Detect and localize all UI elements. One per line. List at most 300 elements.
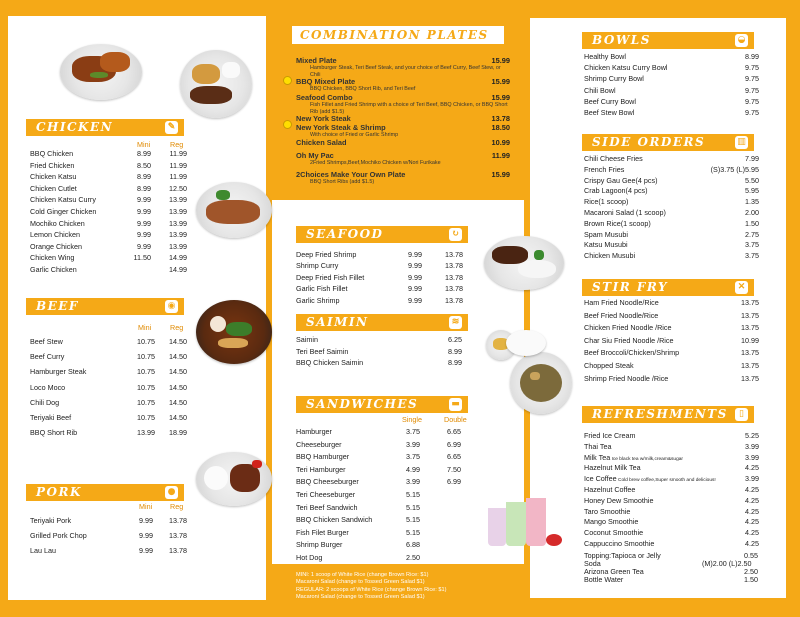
combo-price: 15.99 [491,170,510,179]
pork-row [30,516,190,525]
item-price: 9.99 [139,516,153,525]
chicken-plate-photo [60,44,142,100]
item-price: 7.50 [447,464,461,474]
item-name: Crispy Gau Gee(4 pcs) [584,175,658,185]
item-price: 3.75 [745,240,759,250]
item-price: 13.78 [169,546,187,555]
item-price: 5.15 [406,515,420,525]
item-name: Teriyaki Beef [30,413,72,422]
saimin-bowl-photo [196,300,272,364]
item-price: 13.78 [445,261,463,271]
item-price: 2.00 [745,208,759,217]
beef-row [30,367,190,376]
refreshments-title: REFRESHMENTS [592,407,728,421]
item-name: Chicken Fried Noodle /Rice [584,323,672,333]
item-price: 6.25 [448,335,462,344]
sandwich-row [296,465,466,474]
sandwich-row [296,477,466,486]
stir-fry-row [584,361,760,370]
item-price: 4.25 [745,517,759,527]
item-name: Chopped Steak [584,361,634,370]
item-price: 14.99 [169,253,187,263]
combo-desc: BBQ Chicken, BBQ Short Rib, and Teri Beef [310,86,416,92]
item-name: Cold Ginger Chicken [30,207,97,216]
item-name: Crab Lagoon(4 pcs) [584,186,648,196]
item-name: Chicken Katsu Curry Bowl [584,63,668,73]
pork-reg-label: Reg [170,502,184,511]
item-name: Thai Tea [584,441,612,451]
bowl-row [584,63,760,72]
item-price: 12.50 [169,183,187,193]
side-order-row [584,176,760,185]
bowl-row [584,108,760,117]
side-order-row [584,251,760,260]
item-name: Ice Coffee [584,474,617,484]
item-name: BBQ Short Rib [30,428,78,438]
item-name: Beef Stew [30,337,63,346]
drinks-photo [484,480,566,546]
beef-row [30,352,190,361]
beef-mini-label: Mini [138,323,152,332]
item-name: Beef Fried Noodle/Rice [584,310,659,320]
item-name: Hazelnut Milk Tea [584,463,641,473]
combo-price: 10.99 [491,138,510,147]
item-price: 9.99 [137,241,151,251]
refreshment-row [584,463,760,472]
side-order-row [584,154,760,163]
item-price: 13.78 [445,295,463,305]
combo-header: COMBINATION PLATES [292,26,504,44]
soda-label: Soda [584,559,601,568]
combo-price: 15.99 [491,56,510,65]
item-name: Brown Rice(1 scoop) [584,218,651,228]
refreshment-row [584,539,760,548]
pork-plate-photo [196,452,272,506]
refreshment-row [584,496,760,505]
item-price: 6.99 [447,439,461,449]
item-name: Beef Broccoli/Chicken/Shrimp [584,348,680,358]
katsu-plate-photo [180,50,252,118]
item-price: 14.50 [169,413,187,422]
item-name: Cappuccino Smoothie [584,539,655,548]
item-name: Lemon Chicken [30,230,80,240]
item-price: 9.99 [137,207,151,216]
item-price: 13.78 [445,250,463,259]
sandwich-row [296,452,466,461]
item-name: French Fries [584,164,625,174]
pork-mini-label: Mini [139,502,153,511]
item-price: 1.35 [745,197,759,207]
item-name: Saimin [296,335,318,344]
noodle-bowl-icon: ≋ [449,316,462,329]
refreshment-row [584,528,760,537]
item-price: 10.99 [741,335,759,345]
seafood-row [296,284,466,293]
sandwich-row [296,440,466,449]
item-price: 14.50 [169,337,187,346]
item-price: 3.99 [406,477,420,487]
item-price: 13.75 [741,373,759,383]
item-name: Hot Dog [296,553,323,562]
saimin-header [296,314,468,331]
item-name: Loco Moco [30,382,66,392]
saimin-row [296,358,466,367]
combo-price: 13.78 [491,114,510,123]
item-price: 3.99 [745,441,759,451]
combo-item [296,56,510,78]
item-price: 14.50 [169,382,187,392]
item-price: 9.99 [137,230,151,240]
bowls-header [582,32,754,49]
side-order-row [584,165,760,174]
side-orders-title: SIDE ORDERS [592,135,706,149]
item-price: 4.25 [745,463,759,473]
side-order-row [584,230,760,239]
item-price: 9.99 [139,546,153,555]
pork-row [30,546,190,555]
rice-note-line1: MINI: 1 scoop of White Rice (change Brown Rice: $1) [296,572,429,578]
item-price: 3.99 [406,439,420,449]
water-price: 1.50 [744,575,758,584]
item-name: Garlic Fish Fillet [296,284,348,294]
combo-name: New York Steak & Shrimp [296,123,386,132]
item-price: 13.75 [741,323,759,333]
chicken-mini-label: Mini [137,140,151,149]
combo-item [296,170,510,186]
item-name: Grilled Pork Chop [30,531,87,540]
item-price: 3.75 [406,427,420,436]
item-price: 2.75 [745,229,759,239]
chicken-reg-label: Reg [170,140,184,149]
item-price: 13.78 [169,516,187,525]
item-name: Teri Cheeseburger [296,490,356,499]
chicken-row [30,265,190,274]
combo-desc: Hamburger Steak, Teri Beef Steak, and your choice of Beef Curry, Beef Stew, or Chili [310,65,501,78]
saimin-title: SAIMIN [306,315,369,329]
item-name: Deep Fried Fish Fillet [296,272,365,282]
item-price: 11.99 [169,172,187,182]
item-name: BBQ Chicken [30,149,74,158]
item-name: Mango Smoothie [584,517,639,527]
stir-fry-header [582,279,754,296]
chicken-row [30,219,190,228]
item-price: 8.99 [137,172,151,182]
item-name: Char Siu Fried Noodle /Rice [584,335,674,345]
item-price: 13.75 [741,361,759,370]
item-price: 9.75 [745,74,759,84]
item-name: Chili Dog [30,397,60,407]
item-price: 9.75 [745,96,759,106]
rice-note-line2: Macaroni Salad (change to Tossed Green Salad $1) [296,579,425,585]
sandwiches-title: SANDWICHES [306,397,419,411]
side-order-row [584,197,760,206]
item-price: 8.99 [137,183,151,193]
item-name: Shrimp Curry [296,261,339,271]
item-name: Chicken Katsu [30,172,77,182]
item-price: 9.99 [408,295,422,305]
steak-plate-photo [484,236,564,290]
item-price: 4.25 [745,539,759,548]
item-name: Hamburger Steak [30,367,87,377]
item-name: Deep Fried Shrimp [296,250,357,259]
chicken-row [30,172,190,181]
item-price: 5.15 [406,490,420,499]
item-note: Cold brew coffee,Super smooth and delicious! [616,478,716,484]
item-price: 9.99 [139,531,153,540]
beef-row [30,398,190,407]
item-name: Ham Fried Noodle/Rice [584,298,659,307]
bbq-plate-photo [196,182,272,238]
refreshment-row [584,474,760,485]
item-name: Garlic Chicken [30,265,77,274]
item-price: 9.75 [745,85,759,95]
item-name: Lau Lau [30,546,56,555]
item-price: 10.75 [137,382,155,392]
water-label: Bottle Water [584,575,624,584]
item-price: 9.75 [745,63,759,73]
combo-name: BBQ Mixed Plate [296,77,356,86]
combo-name: Mixed Plate [296,56,337,65]
item-name: Chili Bowl [584,85,616,95]
combo-item [296,77,510,93]
beef-row [30,337,190,346]
item-name: BBQ Cheeseburger [296,477,359,487]
pig-icon: ● [165,486,178,499]
item-name: Teri Hamburger [296,464,346,474]
item-price: 8.99 [137,149,151,158]
item-price: 13.99 [169,207,187,216]
bowl-row [584,74,760,83]
item-name: Healthy Bowl [584,52,626,61]
refreshment-row [584,485,760,494]
item-price: 4.99 [406,464,420,474]
combo-name: Chicken Salad [296,138,347,147]
item-price: 8.99 [448,346,462,356]
chicken-row [30,149,190,158]
item-name: Katsu Musubi [584,240,628,250]
item-name: Milk Tea [584,452,611,462]
pork-row [30,531,190,540]
item-price: 9.75 [745,108,759,117]
item-price: 13.75 [741,310,759,320]
refreshment-row [584,431,760,440]
stir-fry-row [584,323,760,332]
chicken-row [30,195,190,204]
item-price: 3.99 [745,474,759,484]
item-price: (S)3.75 (L)5.95 [710,164,759,174]
refreshment-row [584,453,760,464]
sandwich-row [296,515,466,524]
item-price: 10.75 [137,352,155,362]
item-name: Garlic Shrimp [296,295,340,305]
beef-reg-label: Reg [170,323,184,332]
item-name: Teriyaki Pork [30,516,72,525]
sandwich-row [296,503,466,512]
bowl-icon: ◒ [735,34,748,47]
item-price: 6.65 [447,427,461,436]
item-name: Shrimp Burger [296,540,343,550]
item-price: 18.99 [169,428,187,438]
side-order-row [584,186,760,195]
wok-icon: ✕ [735,281,748,294]
item-name: Chicken Wing [30,253,75,263]
chicken-row [30,242,190,251]
item-price: 5.25 [745,431,759,440]
sandwich-row [296,528,466,537]
item-price: 4.25 [745,528,759,538]
item-price: 13.75 [741,298,759,307]
smiley-icon [283,120,292,129]
combo-item [296,114,510,123]
item-name: Cheeseburger [296,439,342,449]
item-price: 10.75 [137,337,155,346]
item-price: 1.50 [745,218,759,228]
item-name: Hazelnut Coffee [584,485,636,494]
item-price: 11.99 [169,160,187,170]
stir-fry-row [584,374,760,383]
curry-bowl-photo [510,352,572,414]
item-price: 10.75 [137,367,155,377]
item-price: 6.99 [447,477,461,487]
item-price: 5.50 [745,175,759,185]
single-label: Single [402,415,422,424]
combo-price: 15.99 [491,77,510,86]
item-price: 14.99 [169,265,187,274]
item-price: 13.99 [169,218,187,228]
refreshment-row [584,507,760,516]
combo-name: New York Steak [296,114,351,123]
drink-cup-icon: ▯ [735,408,748,421]
seafood-title: SEAFOOD [306,227,384,241]
topping-price: 0.55 [744,551,758,560]
item-price: 6.65 [447,452,461,462]
combo-desc: 2Fried Shrimps,Beef,Mochiko Chicken w/Nori Furikake [310,160,441,166]
side-order-row [584,208,760,217]
beef-row [30,413,190,422]
item-price: 13.99 [169,241,187,251]
item-name: Chicken Katsu Curry [30,195,96,205]
refreshment-row [584,517,760,526]
stir-fry-row [584,298,760,307]
drumstick-icon: ✎ [165,121,178,134]
item-name: Coconut Smoothie [584,528,644,538]
combo-price: 11.99 [491,151,510,160]
soda-price: (M)2.00 (L)2.50 [702,559,752,568]
side-order-row [584,240,760,249]
item-price: 13.78 [445,272,463,282]
chicken-row [30,253,190,262]
fries-icon: ▥ [735,136,748,149]
item-name: Mochiko Chicken [30,218,85,228]
item-name: Hamburger [296,427,332,436]
item-name: Teri Beef Saimin [296,346,349,356]
item-name: Fried Chicken [30,160,75,170]
item-price: 9.99 [408,272,422,282]
item-name: Taro Smoothie [584,506,631,516]
item-price: 9.99 [137,195,151,205]
item-name: Fried Ice Cream [584,431,636,440]
item-note: Ice black tea w/milk,cream&sugar [610,456,684,462]
item-price: 14.50 [169,352,187,362]
item-name: Shrimp Curry Bowl [584,74,644,84]
saimin-row [296,347,466,356]
combo-item [296,151,510,167]
item-name: Beef Curry Bowl [584,96,636,106]
sandwich-row [296,490,466,499]
side-order-row [584,219,760,228]
item-price: 4.25 [745,485,759,494]
sandwiches-header [296,396,468,413]
item-price: 14.50 [169,367,187,377]
item-price: 13.99 [169,195,187,205]
stir-fry-row [584,311,760,320]
item-price: 11.99 [169,149,187,158]
green-tea-label: Arizona Green Tea [584,567,644,576]
item-name: Teri Beef Sandwich [296,502,358,512]
combo-desc: With choice of Fried or Garlic Shrimp [310,132,399,138]
double-label: Double [444,415,467,424]
item-price: 13.99 [169,230,187,240]
item-name: Beef Stew Bowl [584,108,635,117]
pork-title: PORK [36,485,82,499]
burger-icon: ▬ [449,398,462,411]
rice-note-line3: REGULAR: 2 scoops of White Rice (change Brown Rice: $1) [296,587,447,593]
combo-item [296,138,510,147]
item-price: 4.25 [745,506,759,516]
stir-fry-row [584,336,760,345]
item-price: 11.50 [133,253,151,263]
bowl-row [584,86,760,95]
item-name: BBQ Chicken Sandwich [296,515,373,525]
chicken-row [30,230,190,239]
combo-name: 2Choices Make Your Own Plate [296,170,406,179]
item-name: Chicken Musubi [584,251,636,261]
topping-label: Topping:Tapioca or Jelly [584,551,661,560]
chicken-row [30,184,190,193]
chicken-header [26,119,184,136]
item-name: Honey Dew Smoothie [584,495,654,505]
item-price: 9.99 [137,218,151,228]
item-price: 9.99 [408,250,422,259]
cow-icon: ◉ [165,300,178,313]
stir-fry-row [584,348,760,357]
combo-name: Oh My Pac [296,151,334,160]
seafood-row [296,250,466,259]
item-name: Orange Chicken [30,241,82,251]
smiley-icon [283,76,292,85]
seafood-row [296,296,466,305]
item-name: Chicken Cutlet [30,183,77,193]
sandwich-row [296,427,466,436]
item-price: 8.50 [137,160,151,170]
item-price: 3.75 [406,452,420,462]
item-price: 13.78 [169,531,187,540]
item-price: 5.95 [745,186,759,196]
beef-row [30,383,190,392]
item-price: 5.15 [406,502,420,512]
combo-desc: BBQ Short Ribs (add $1.5) [310,179,375,185]
item-price: 5.15 [406,527,420,537]
item-name: Shrimp Fried Noodle /Rice [584,373,669,383]
item-price: 10.75 [137,413,155,422]
shrimp-icon: ↻ [449,228,462,241]
sandwich-row [296,553,466,562]
green-tea-price: 2.50 [744,567,758,576]
item-price: 6.88 [406,540,420,550]
item-name: Rice(1 scoop) [584,197,629,207]
item-price: 3.99 [745,452,759,462]
item-price: 14.50 [169,397,187,407]
